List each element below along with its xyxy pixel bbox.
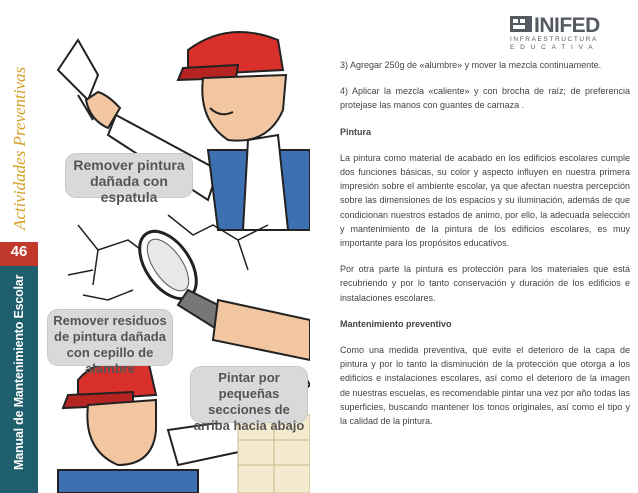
inifed-logo: [510, 14, 630, 54]
section-title: Actividades Preventivas: [10, 66, 29, 230]
logo-name: INIFED: [534, 14, 600, 37]
page-number: 46: [10, 243, 28, 260]
caption-scraper: Remover pintura dañada con espatula: [66, 154, 192, 197]
paragraph-mantenimiento: Como una medida preventiva, que evite el deterioro de la capa de pintura y por lo tanto la disminución de la protección que otorga a los edificios e instalaciones escolares, así como el deterioro de la imagen de nuestras escuelas, es recomendable pintar una vez por año todas las superficies, buscando mantener los tonos originales, así como el tipo y la calidad de la pintura.: [340, 345, 630, 427]
heading-mantenimiento: Mantenimiento preventivo: [340, 318, 452, 329]
manual-title: Manual de Mantenimiento Escolar: [12, 274, 26, 470]
text-column: [310, 0, 638, 493]
logo-mark-icon: [510, 16, 532, 32]
logo-subtitle-2: EDUCATIVA: [510, 44, 599, 51]
body-text: [340, 58, 630, 440]
caption-paint-sections: Pintar por pequeñas secciones de arriba hacia abajo: [191, 367, 307, 422]
logo-subtitle-1: INFRAESTRUCTURA: [510, 36, 598, 43]
step-4: 4) Aplicar la mezcla «caliente» y con brocha de raíz; de preferencia protejase las manos con guantes de carnaza .: [340, 86, 630, 111]
paragraph-pintura: La pintura como material de acabado en los edificios escolares cumple dos funciones básicas, su color y aspecto influyen en nuestra primera impresión sobre el ambiente escolar, ya que afectan nuestra percepción sobre las dimensiones de los espacios y su iluminación, además de que condicionan nuestros estados de animo, por ello, la adecuada selección y mantenimiento de la pintura de los edificios escolares, es muy importante para los propósitos educativos.: [340, 152, 630, 249]
sidebar: [0, 0, 38, 493]
paragraph-proteccion: Por otra parte la pintura es protección para los materiales que está recubriendo y por lo tanto conservación y duración de los edificios e instalaciones escolares.: [340, 264, 630, 303]
illustration-panel: [38, 0, 310, 493]
heading-pintura: Pintura: [340, 126, 372, 137]
scene-scraper: [58, 32, 310, 230]
step-3: 3) Agregar 250g de «alumbre» y mover la mezcla continuamente.: [340, 60, 602, 70]
caption-wire-brush: Remover residuos de pintura dañada con cepillo de alambre: [48, 310, 172, 365]
